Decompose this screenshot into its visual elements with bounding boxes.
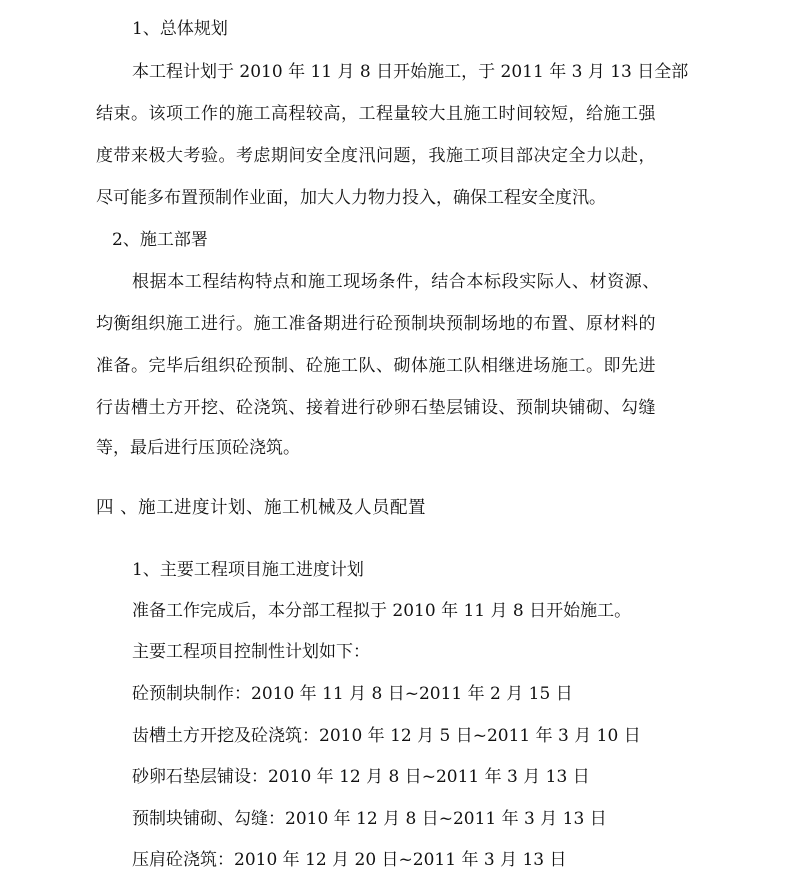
- section-2-para-line-4: 行齿槽土方开挖、砼浇筑、接着进行砂卵石垫层铺设、预制块铺砌、勾缝: [96, 398, 656, 418]
- schedule-item-precast: 砼预制块制作：2010 年 11 月 8 日~2011 年 2 月 15 日: [132, 684, 573, 704]
- section-1-para-line-1: 本工程计划于 2010 年 11 月 8 日开始施工，于 2011 年 3 月 13 日全部: [132, 62, 689, 82]
- schedule-intro-line: 准备工作完成后，本分部工程拟于 2010 年 11 月 8 日开始施工。: [132, 601, 632, 621]
- chapter-4-heading: 四 、施工进度计划、施工机械及人员配置: [96, 498, 427, 518]
- section-1-heading: 1、总体规划: [132, 19, 228, 39]
- section-2-para-line-3: 准备。完毕后组织砼预制、砼施工队、砌体施工队相继进场施工。即先进: [96, 356, 656, 376]
- schedule-summary-line: 主要工程项目控制性计划如下：: [132, 642, 370, 662]
- schedule-item-gravel: 砂卵石垫层铺设：2010 年 12 月 8 日~2011 年 3 月 13 日: [132, 767, 590, 787]
- schedule-item-trench: 齿槽土方开挖及砼浇筑：2010 年 12 月 5 日~2011 年 3 月 10 日: [132, 726, 641, 746]
- section-1-para-line-2: 结束。该项工作的施工高程较高，工程量较大且施工时间较短，给施工强: [96, 104, 656, 124]
- schedule-item-coping: 压肩砼浇筑：2010 年 12 月 20 日~2011 年 3 月 13 日: [132, 850, 567, 870]
- section-2-para-line-5: 等，最后进行压顶砼浇筑。: [96, 438, 300, 458]
- section-2-heading: 2、施工部署: [112, 230, 208, 250]
- section-1-para-line-4: 尽可能多布置预制作业面，加大人力物力投入，确保工程安全度汛。: [96, 188, 606, 208]
- schedule-item-masonry: 预制块铺砌、勾缝：2010 年 12 月 8 日~2011 年 3 月 13 日: [132, 809, 607, 829]
- chapter-4-section-1-heading: 1、主要工程项目施工进度计划: [132, 560, 364, 580]
- section-2-para-line-1: 根据本工程结构特点和施工现场条件，结合本标段实际人、材资源、: [132, 272, 660, 292]
- section-1-para-line-3: 度带来极大考验。考虑期间安全度汛问题，我施工项目部决定全力以赴，: [96, 146, 656, 166]
- section-2-para-line-2: 均衡组织施工进行。施工准备期进行砼预制块预制场地的布置、原材料的: [96, 314, 656, 334]
